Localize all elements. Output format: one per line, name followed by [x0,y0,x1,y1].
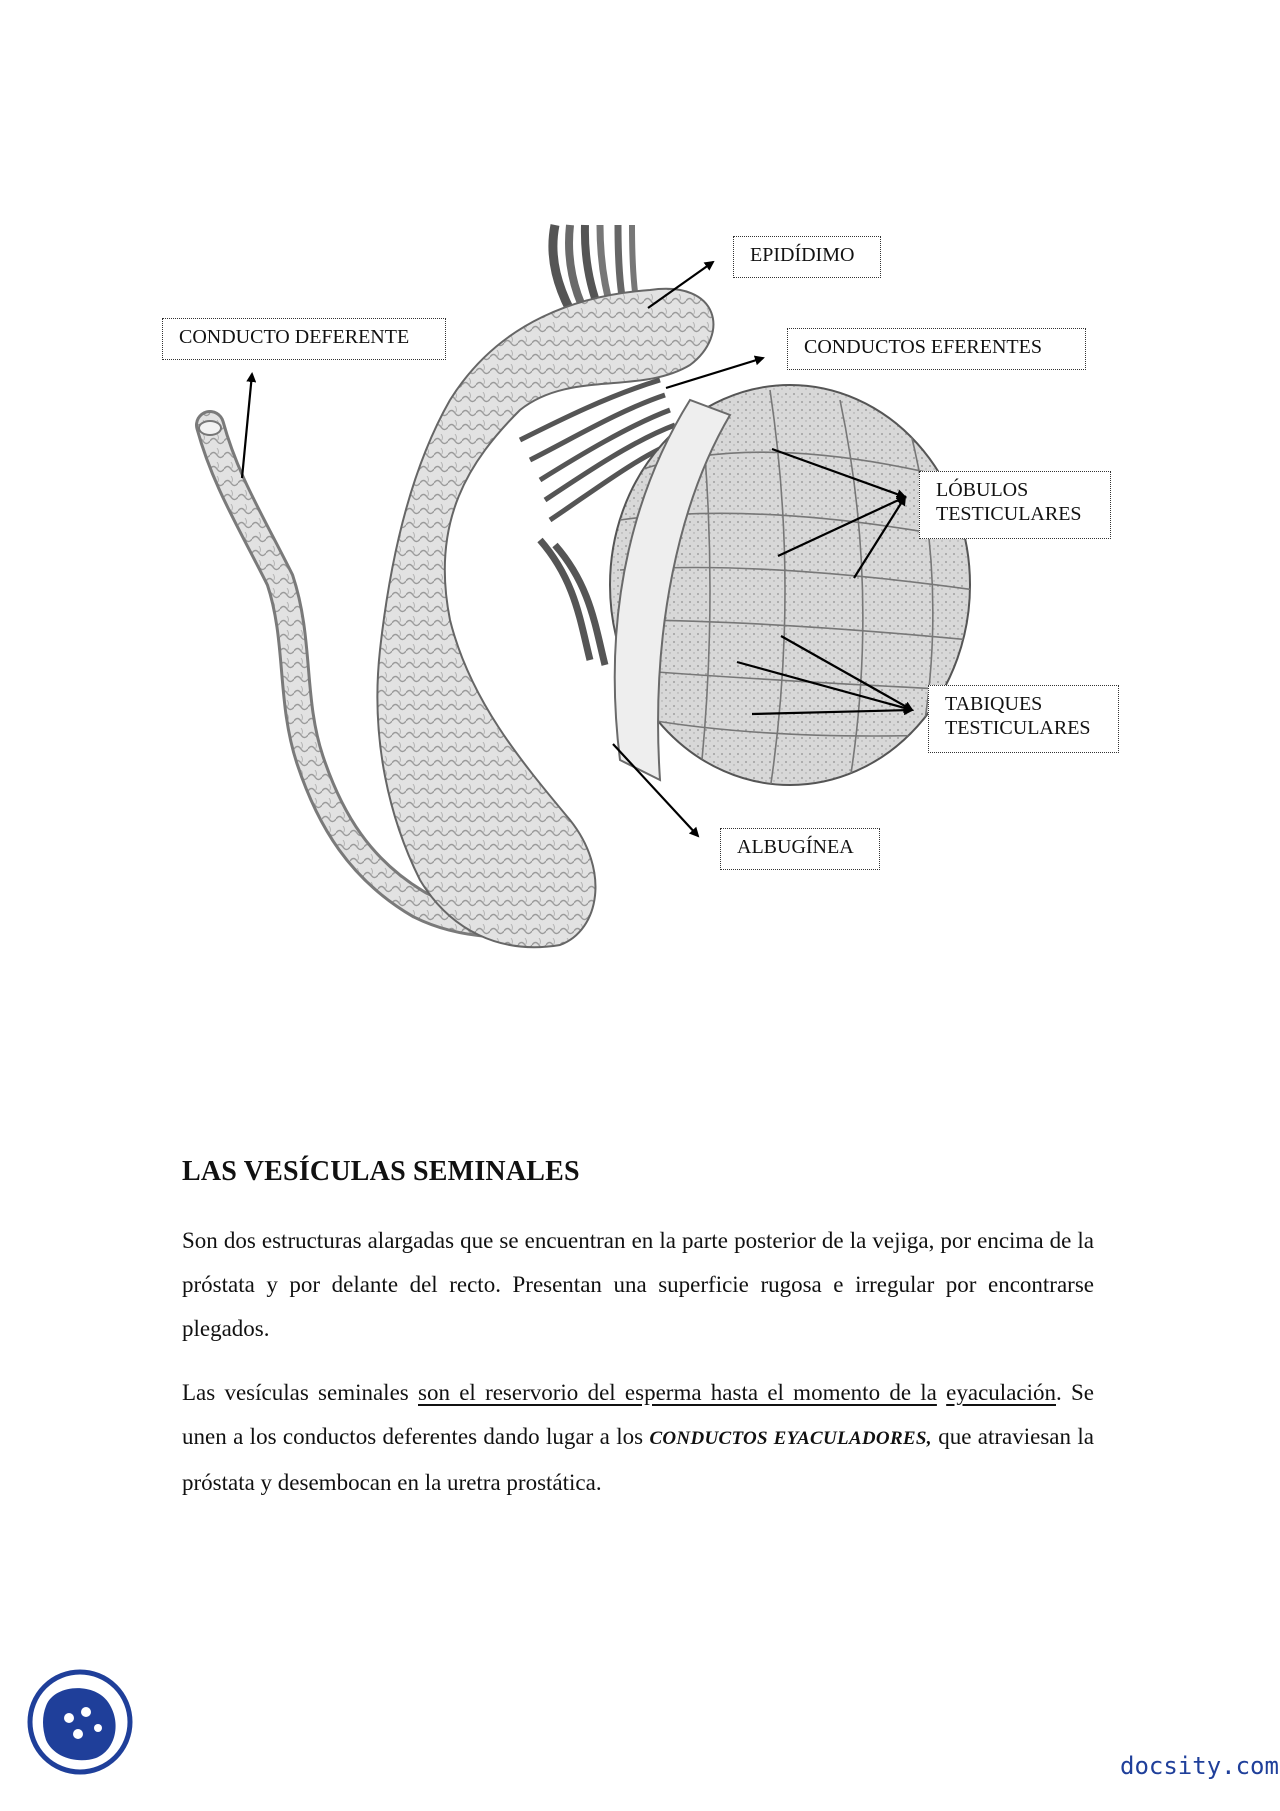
label-lobulos-testiculares [919,471,1111,539]
arrow-conducto-deferente [242,374,252,478]
label-conductos-eferentes-text: CONDUCTOS EFERENTES [804,336,1042,358]
label-tabiques-line2: TESTICULARES [945,717,1091,739]
label-conducto-deferente [162,318,446,360]
paragraph-2 [182,1371,1094,1505]
label-albuginea-text: ALBUGÍNEA [737,836,854,858]
section-title: LAS VESÍCULAS SEMINALES [182,1156,580,1187]
label-albuginea [720,828,880,870]
paragraph-2-start: Las vesículas seminales [182,1380,418,1405]
docsity-logo-icon[interactable] [24,1666,136,1778]
label-tabiques-line1: TABIQUES [945,693,1043,715]
underlined-word: eyaculación [946,1380,1056,1405]
label-conducto-deferente-text: CONDUCTO DEFERENTE [179,326,410,348]
bold-term: CONDUCTOS EYACULADORES, [649,1428,932,1449]
underlined-phrase: son el reservorio del esperma hasta el momento de la [418,1380,937,1405]
docsity-brand-link[interactable]: docsity.com [1120,1752,1279,1780]
label-epididimo [733,236,881,278]
label-lobulos-line2: TESTICULARES [936,503,1082,525]
label-tabiques-testiculares [928,685,1119,753]
label-lobulos-line1: LÓBULOS [936,479,1029,501]
paragraph-2-end: que atraviesan la próstata y desembocan en la uretra prostática. [182,1424,1094,1495]
paragraph-1: Son dos estructuras alargadas que se encuentran en la parte posterior de la vejiga, por encima de la próstata y por delante del recto. Presentan una superficie rugosa e irregular por encontrarse plegados. [182,1228,1094,1341]
label-epididimo-text: EPIDÍDIMO [750,244,855,266]
label-conductos-eferentes [787,328,1086,370]
paragraph-2-middle: . Se unen a los conductos deferentes dando lugar a los [182,1380,1095,1449]
